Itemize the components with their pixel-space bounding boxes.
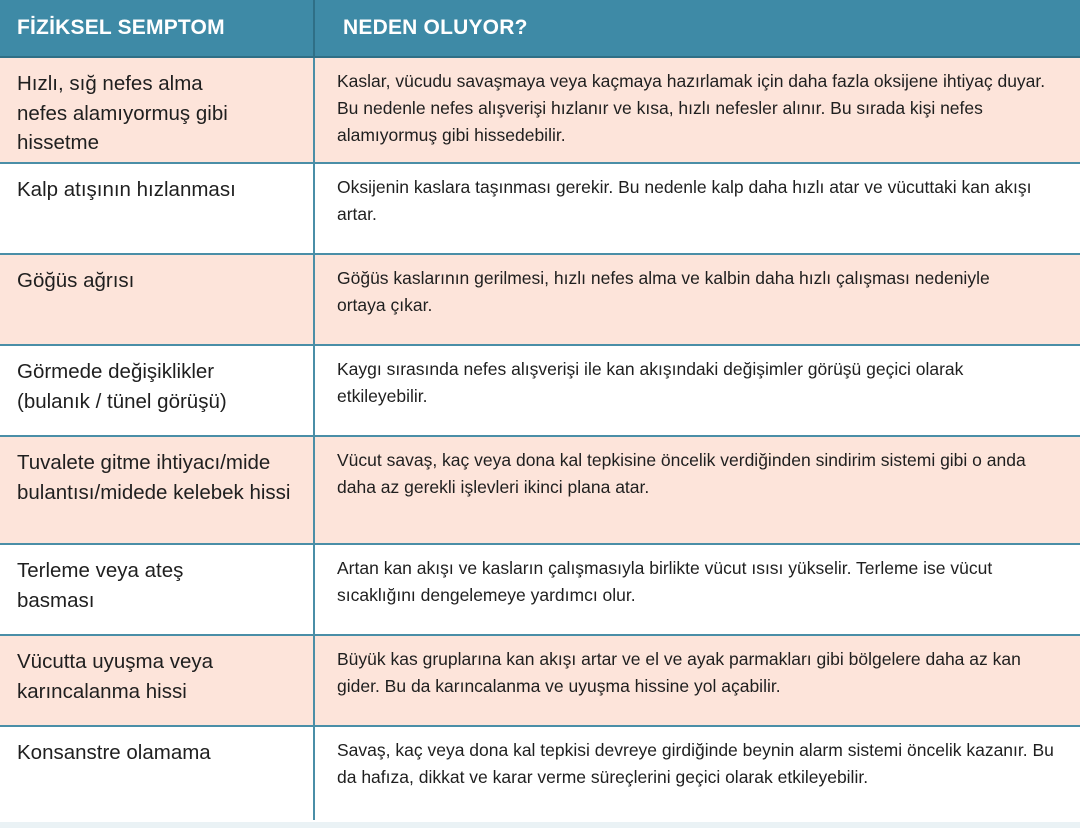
table-body	[0, 58, 1080, 820]
table-row	[0, 255, 1080, 346]
symptom-cell: Konsanstre olamama	[0, 727, 315, 820]
reason-cell: Kaygı sırasında nefes alışverişi ile kan akışındaki değişimler görüşü geçici olarak etkileyebilir.	[337, 359, 964, 406]
reason-cell: Vücut savaş, kaç veya dona kal tepkisine öncelik verdiğinden sindirim sistemi gibi o anda daha az gerekli işlevleri ikinci plana atar.	[337, 450, 1026, 497]
table-row	[0, 545, 1080, 636]
header-symptom: FİZİKSEL SEMPTOM	[0, 0, 315, 56]
table-row	[0, 727, 1080, 820]
symptom-cell: Vücutta uyuşma veya karıncalanma hissi	[0, 636, 315, 725]
symptom-cell: Hızlı, sığ nefes alma nefes alamıyormuş gibi hissetme	[0, 58, 315, 162]
header-reason: NEDEN OLUYOR?	[343, 16, 528, 39]
bottom-strip	[0, 822, 1080, 828]
reason-cell: Göğüs kaslarının gerilmesi, hızlı nefes alma ve kalbin daha hızlı çalışması nedeniyle ortaya çıkar.	[337, 268, 990, 315]
table-row	[0, 636, 1080, 727]
symptom-cell: Terleme veya ateş basması	[0, 545, 315, 634]
symptom-cell: Tuvalete gitme ihtiyacı/mide bulantısı/midede kelebek hissi	[0, 437, 315, 543]
table-header	[0, 0, 1080, 58]
reason-cell: Savaş, kaç veya dona kal tepkisi devreye girdiğinde beynin alarm sistemi öncelik kazanır. Bu da hafıza, dikkat ve karar verme süreçlerini geçici olarak etkileyebilir.	[337, 740, 1054, 787]
reason-cell: Kaslar, vücudu savaşmaya veya kaçmaya hazırlamak için daha fazla oksijene ihtiyaç duyar. Bu nedenle nefes alışverişi hızlanır ve kısa, hızlı nefesler alınır. Bu sırada kişi nefes alamıyormuş gibi hissedebilir.	[337, 71, 1046, 145]
reason-cell: Artan kan akışı ve kasların çalışmasıyla birlikte vücut ısısı yükselir. Terleme ise vücut sıcaklığını dengelemeye yardımcı olur.	[337, 558, 993, 605]
symptom-cell: Görmede değişiklikler (bulanık / tünel görüşü)	[0, 346, 315, 435]
table-row	[0, 58, 1080, 164]
table-row	[0, 164, 1080, 255]
reason-cell: Büyük kas gruplarına kan akışı artar ve el ve ayak parmakları gibi bölgelere daha az kan gider. Bu da karıncalanma ve uyuşma hissine yol açabilir.	[337, 649, 1021, 696]
reason-cell: Oksijenin kaslara taşınması gerekir. Bu nedenle kalp daha hızlı atar ve vücuttaki kan akışı artar.	[337, 177, 1032, 224]
table-row	[0, 346, 1080, 437]
table-row	[0, 437, 1080, 545]
symptom-cell: Göğüs ağrısı	[0, 255, 315, 344]
symptom-cell: Kalp atışının hızlanması	[0, 164, 315, 253]
